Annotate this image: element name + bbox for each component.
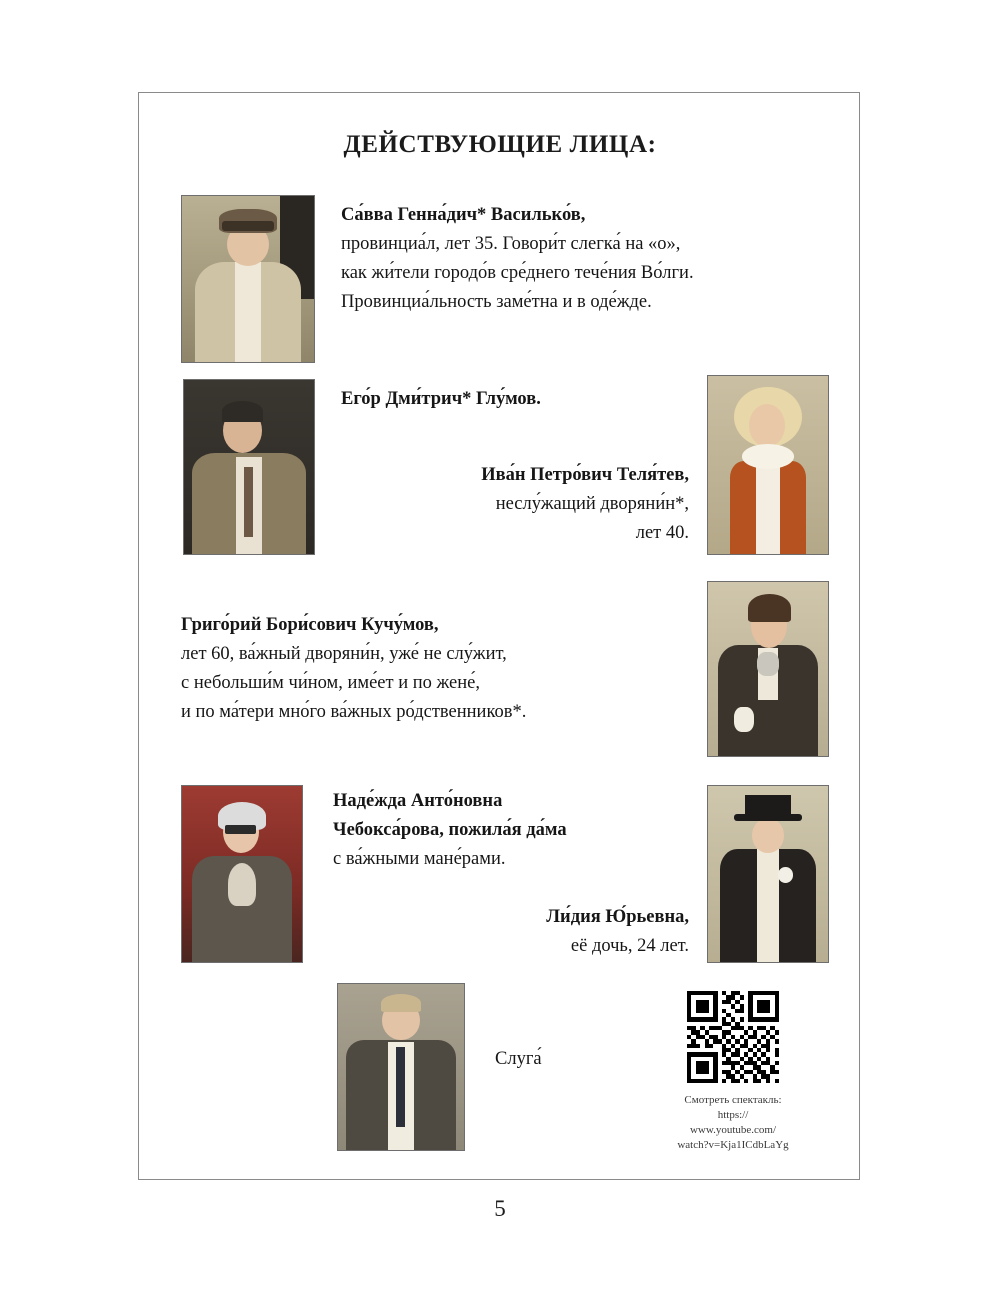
character-name-vasilkov: Са́вва Генна́дич* Василько́в, (341, 205, 586, 225)
character-desc-line: с небольши́м чи́ном, име́ет и по жене́, (181, 673, 480, 693)
photo-lidia (707, 785, 829, 963)
character-text-telyatev (299, 461, 689, 548)
character-text-glumov (341, 385, 761, 414)
character-desc-line: неслу́жащий дворяни́н*, (495, 494, 689, 514)
photo-telyatev (707, 375, 829, 555)
qr-caption (648, 1093, 818, 1153)
character-desc-line: Провинциа́льность заме́тна и в оде́жде. (341, 292, 652, 312)
character-text-cheboksarova (333, 787, 753, 874)
photo-servant (337, 983, 465, 1151)
character-text-vasilkov (341, 201, 841, 317)
character-desc-line: как жи́тели городо́в сре́днего тече́ния Во́лги. (341, 263, 694, 283)
character-name-telyatev: Ива́н Петро́вич Теля́тев, (481, 465, 689, 485)
page-number: 5 (494, 1196, 506, 1221)
character-name-glumov: Его́р Дми́трич* Глу́мов. (341, 389, 541, 409)
character-desc-line: её дочь, 24 лет. (570, 936, 689, 956)
qr-code[interactable] (687, 991, 779, 1083)
qr-caption-line: www.youtube.com/ (689, 1124, 777, 1136)
qr-code-grid (687, 991, 779, 1083)
character-text-kuchumov (181, 611, 681, 727)
character-desc-line: лет 40. (635, 523, 689, 543)
photo-kuchumov (707, 581, 829, 757)
character-text-servant (495, 1045, 695, 1074)
qr-caption-line: Смотреть спектакль: (684, 1094, 782, 1106)
page-title: ДЕЙСТВУЮЩИЕ ЛИЦА: (343, 131, 657, 158)
character-desc-line: лет 60, ва́жный дворяни́н, уже́ не слу́жит, (181, 644, 507, 664)
document-page (138, 92, 860, 1180)
character-name-kuchumov: Григо́рий Бори́сович Кучу́мов, (181, 615, 439, 635)
character-desc-line: с ва́жными мане́рами. (333, 849, 506, 869)
character-desc-line: провинциа́л, лет 35. Говори́т слегка́ на «о», (341, 234, 681, 254)
qr-caption-line: watch?v=Kja1ICdbLaYg (677, 1139, 789, 1151)
character-name-servant: Слуга́ (495, 1049, 542, 1069)
character-name-cheboksarova: Наде́жда Анто́новна (333, 791, 503, 811)
photo-cheboksarova (181, 785, 303, 963)
qr-caption-line: https:// (717, 1109, 749, 1121)
character-name-lidia: Ли́дия Ю́рьевна, (546, 907, 689, 927)
character-desc-line: Чебокса́рова, пожила́я да́ма (333, 820, 567, 840)
photo-vasilkov (181, 195, 315, 363)
character-text-lidia (339, 903, 689, 961)
character-desc-line: и по ма́тери мно́го ва́жных ро́дственников*. (181, 702, 527, 722)
photo-glumov (183, 379, 315, 555)
